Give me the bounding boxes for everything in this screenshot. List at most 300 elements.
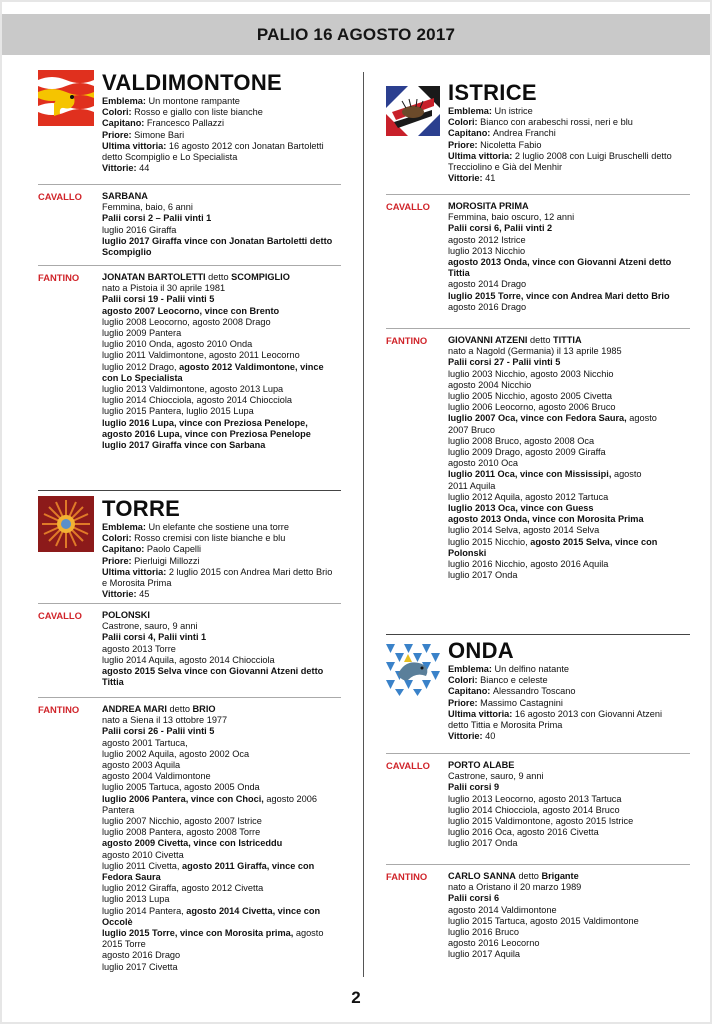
- text-run: luglio 2016 Nicchio, agosto 2016 Aquila: [448, 559, 609, 570]
- text-line: [102, 163, 324, 174]
- text-line: [102, 429, 324, 440]
- text-run: agosto 2016 Drago: [102, 950, 181, 961]
- text-run: detto Scompiglio e Lo Specialista: [102, 152, 238, 163]
- text-run: MOROSITA PRIMA: [448, 201, 529, 211]
- text-run: Massimo Castagnini: [480, 697, 563, 708]
- text-line: [102, 384, 324, 395]
- text-line: [448, 335, 657, 346]
- text-run: Tittia: [448, 268, 470, 279]
- valdimontone-flag-icon: [38, 70, 94, 126]
- text-run: Ultima vittoria:: [102, 140, 169, 151]
- text-run: luglio 2006 Pantera, vince con Choci,: [102, 793, 264, 804]
- text-line: [448, 905, 639, 916]
- text-run: 41: [485, 173, 496, 184]
- onda-fantino: [448, 871, 639, 961]
- text-run: luglio 2011 Valdimontone, agosto 2011 Leocorno: [102, 350, 300, 361]
- text-run: luglio 2010 Onda, agosto 2010 Onda: [102, 339, 253, 350]
- text-line: [448, 720, 662, 731]
- istrice-name: ISTRICE: [448, 80, 537, 105]
- torre-cavallo: [102, 610, 323, 688]
- text-line: [102, 872, 323, 883]
- text-run: agosto 2012 Valdimontone, vince: [179, 361, 324, 372]
- text-run: Vittorie:: [448, 731, 486, 742]
- page-title: PALIO 16 AGOSTO 2017: [256, 25, 456, 44]
- document-page: [2, 2, 710, 1022]
- text-run: luglio 2015 Torre, vince con Morosita prima,: [102, 928, 294, 939]
- text-line: [102, 130, 324, 141]
- text-run: 45: [139, 589, 150, 600]
- text-run: luglio 2017 Giraffa vince con Sarbana: [102, 440, 266, 451]
- text-line: [102, 610, 323, 621]
- text-run: agosto 2016 Lupa, vince con Preziosa Penelope: [102, 428, 311, 439]
- text-run: Castrone, sauro, 9 anni: [102, 621, 198, 632]
- text-line: [448, 369, 657, 380]
- text-line: [448, 212, 671, 223]
- text-run: luglio 2015 Valdimontone, agosto 2015 Istrice: [448, 816, 634, 827]
- text-line: [102, 362, 324, 373]
- text-line: [448, 447, 657, 458]
- text-run: luglio 2013 Oca, vince con Guess: [448, 503, 594, 514]
- text-line: [102, 522, 332, 533]
- valdimontone-name: VALDIMONTONE: [102, 70, 283, 95]
- valdimontone-info: [102, 72, 324, 174]
- text-line: [448, 140, 672, 151]
- text-line: [448, 871, 639, 882]
- text-line: [102, 827, 323, 838]
- text-run: luglio 2009 Pantera: [102, 328, 182, 339]
- text-run: luglio 2015 Torre, vince con Andrea Mari detto Brio: [448, 290, 670, 301]
- text-run: luglio 2005 Tartuca, agosto 2005 Onda: [102, 782, 260, 793]
- text-line: [448, 268, 671, 279]
- text-run: Palii corsi 26 - Palii vinti 5: [102, 726, 215, 737]
- contrada-separator: [386, 634, 690, 635]
- text-line: [102, 328, 324, 339]
- text-run: Andrea Franchi: [492, 128, 556, 139]
- text-run: Tittia: [102, 677, 124, 688]
- text-line: [448, 162, 672, 173]
- text-run: nato a Oristano il 20 marzo 1989: [448, 882, 582, 893]
- text-line: [102, 339, 324, 350]
- text-line: [102, 191, 332, 202]
- text-run: Emblema:: [102, 522, 149, 532]
- text-run: luglio 2014 Aquila, agosto 2014 Chiocciola: [102, 654, 275, 665]
- text-run: JONATAN BARTOLETTI: [102, 272, 206, 282]
- text-line: [448, 257, 671, 268]
- text-run: luglio 2007 Nicchio, agosto 2007 Istrice: [102, 816, 262, 827]
- text-line: [448, 106, 672, 117]
- divider: [386, 864, 690, 865]
- text-line: [448, 223, 671, 234]
- text-line: [448, 425, 657, 436]
- divider: [38, 697, 341, 698]
- text-run: luglio 2011 Civetta,: [102, 860, 183, 871]
- text-line: [448, 291, 671, 302]
- text-line: [448, 525, 657, 536]
- onda-cavallo: [448, 760, 633, 850]
- text-line: [102, 805, 323, 816]
- divider: [38, 184, 341, 185]
- text-run: TITTIA: [553, 335, 582, 345]
- text-run: Castrone, sauro, 9 anni: [448, 771, 544, 782]
- text-line: [102, 294, 324, 305]
- text-line: [448, 413, 657, 424]
- text-line: [102, 236, 332, 247]
- text-run: luglio 2014 Chiocciola, agosto 2014 Bruco: [448, 804, 620, 815]
- text-run: 2015 Torre: [102, 939, 146, 950]
- text-run: agosto 2014 Civetta, vince con: [186, 905, 321, 916]
- text-line: [448, 492, 657, 503]
- text-run: luglio 2017 Giraffa vince con Jonatan Bartoletti detto: [102, 235, 333, 246]
- text-run: Capitano:: [448, 128, 493, 139]
- text-line: [102, 567, 332, 578]
- text-run: Femmina, baio oscuro, 12 anni: [448, 212, 575, 223]
- text-run: luglio 2013 Valdimontone, agosto 2013 Lupa: [102, 384, 284, 395]
- text-run: Emblema:: [448, 664, 495, 674]
- text-line: [102, 644, 323, 655]
- text-line: [102, 704, 323, 715]
- text-run: agosto: [626, 413, 657, 424]
- istrice-fantino: [448, 335, 657, 581]
- text-run: Trecciolino e Già del Menhir: [448, 162, 563, 173]
- text-line: [448, 570, 657, 581]
- text-line: [102, 556, 332, 567]
- text-line: [102, 738, 323, 749]
- text-run: agosto 2013 Onda, vince con Morosita Prima: [448, 514, 644, 525]
- text-line: [102, 950, 323, 961]
- text-run: 2 luglio 2015 con Andrea Mari detto Brio: [168, 566, 333, 577]
- text-line: [448, 805, 633, 816]
- text-line: [102, 395, 324, 406]
- text-run: POLONSKI: [102, 610, 150, 620]
- text-run: agosto: [611, 469, 642, 480]
- valdimontone-cavallo: [102, 191, 332, 258]
- text-run: Palii corsi 4, Palii vinti 1: [102, 632, 207, 643]
- divider: [386, 194, 690, 195]
- text-line: [102, 152, 324, 163]
- text-run: Priore:: [102, 129, 135, 140]
- text-line: [102, 225, 332, 236]
- text-run: ANDREA MARI: [102, 704, 167, 714]
- text-run: nato a Pistoia il 30 aprile 1981: [102, 283, 226, 294]
- text-run: Ultima vittoria:: [448, 150, 515, 161]
- text-run: luglio 2002 Aquila, agosto 2002 Oca: [102, 748, 250, 759]
- text-line: [448, 246, 671, 257]
- text-run: Fedora Saura: [102, 872, 161, 883]
- torre-fantino: [102, 704, 323, 973]
- onda-fantino-label: FANTINO: [386, 871, 428, 882]
- text-run: luglio 2012 Giraffa, agosto 2012 Civetta: [102, 883, 264, 894]
- onda-name: ONDA: [448, 638, 514, 663]
- text-run: agosto 2009 Civetta, vince con Istriceddu: [102, 838, 283, 849]
- text-line: [102, 96, 324, 107]
- text-run: Priore:: [448, 139, 481, 150]
- text-line: [102, 883, 323, 894]
- istrice-info: [448, 82, 672, 184]
- text-line: [102, 544, 332, 555]
- text-line: [102, 418, 324, 429]
- istrice-cavallo: [448, 201, 671, 313]
- text-line: [102, 247, 332, 258]
- text-line: [448, 782, 633, 793]
- text-run: luglio 2014 Pantera,: [102, 905, 187, 916]
- text-run: Simone Bari: [134, 129, 185, 140]
- text-run: Vittorie:: [448, 173, 486, 184]
- text-line: [102, 917, 323, 928]
- torre-info: [102, 498, 332, 600]
- text-line: [448, 503, 657, 514]
- text-run: Un elefante che sostiene una torre: [148, 522, 289, 532]
- text-run: Vittorie:: [102, 163, 140, 174]
- text-line: [102, 202, 332, 213]
- text-line: [102, 440, 324, 451]
- text-line: [448, 731, 662, 742]
- valdimontone-fantino: [102, 272, 324, 451]
- text-run: luglio 2015 Nicchio,: [448, 536, 531, 547]
- onda-flag-icon: [386, 644, 440, 696]
- text-line: [448, 279, 671, 290]
- text-line: [102, 962, 323, 973]
- text-run: nato a Siena il 13 ottobre 1977: [102, 715, 228, 726]
- text-run: agosto 2010 Oca: [448, 458, 518, 469]
- text-run: detto: [167, 704, 193, 714]
- text-line: [448, 794, 633, 805]
- text-run: Alessandro Toscano: [492, 686, 576, 697]
- text-run: Scompiglio: [102, 247, 152, 258]
- text-run: Colori:: [102, 107, 135, 118]
- text-run: Un montone rampante: [148, 96, 240, 106]
- text-line: [448, 827, 633, 838]
- text-run: luglio 2017 Onda: [448, 838, 518, 849]
- onda-cavallo-label: CAVALLO: [386, 760, 430, 771]
- text-line: [448, 128, 672, 139]
- text-run: Palii corsi 19 - Palii vinti 5: [102, 294, 215, 305]
- text-run: luglio 2012 Aquila, agosto 2012 Tartuca: [448, 491, 609, 502]
- text-run: Nicoletta Fabio: [480, 139, 542, 150]
- page-number: 2: [351, 988, 361, 1007]
- text-run: Ultima vittoria:: [102, 566, 169, 577]
- text-line: [102, 533, 332, 544]
- text-run: Rosso cremisi con liste bianche e blu: [134, 533, 286, 544]
- text-run: luglio 2016 Giraffa: [102, 224, 177, 235]
- text-run: detto: [527, 335, 553, 345]
- text-line: [102, 317, 324, 328]
- text-run: luglio 2008 Bruco, agosto 2008 Oca: [448, 435, 595, 446]
- text-line: [102, 726, 323, 737]
- text-run: Rosso e giallo con liste bianche: [134, 107, 263, 118]
- text-run: Emblema:: [102, 96, 149, 106]
- text-run: e Morosita Prima: [102, 578, 172, 589]
- text-line: [448, 559, 657, 570]
- text-line: [102, 213, 332, 224]
- text-line: [102, 306, 324, 317]
- text-run: Capitano:: [448, 686, 493, 697]
- torre-name: TORRE: [102, 496, 181, 521]
- text-line: [448, 436, 657, 447]
- text-line: [102, 632, 323, 643]
- text-run: luglio 2007 Oca, vince con Fedora Saura,: [448, 413, 627, 424]
- text-line: [102, 141, 324, 152]
- text-line: [102, 373, 324, 384]
- text-run: luglio 2013 Nicchio: [448, 245, 526, 256]
- text-run: SARBANA: [102, 191, 148, 201]
- text-line: [102, 894, 323, 905]
- text-line: [448, 771, 633, 782]
- text-line: [448, 893, 639, 904]
- text-run: Colori:: [102, 533, 135, 544]
- text-run: CARLO SANNA: [448, 871, 516, 881]
- text-run: 2 luglio 2008 con Luigi Bruschelli detto: [514, 150, 672, 161]
- text-run: luglio 2008 Pantera, agosto 2008 Torre: [102, 827, 261, 838]
- text-line: [448, 927, 639, 938]
- text-run: Francesco Pallazzi: [146, 118, 225, 129]
- text-line: [102, 578, 332, 589]
- onda-info: [448, 640, 662, 742]
- text-run: luglio 2016 Lupa, vince con Preziosa Penelope,: [102, 417, 308, 428]
- divider: [386, 328, 690, 329]
- text-run: luglio 2008 Leocorno, agosto 2008 Drago: [102, 316, 271, 327]
- text-run: luglio 2009 Drago, agosto 2009 Giraffa: [448, 447, 606, 458]
- divider: [38, 603, 341, 604]
- text-run: Pierluigi Millozzi: [134, 555, 200, 566]
- text-run: Pantera: [102, 804, 135, 815]
- text-run: Priore:: [102, 555, 135, 566]
- text-run: agosto 2004 Valdimontone: [102, 771, 211, 782]
- text-run: detto: [515, 871, 542, 881]
- text-line: [102, 771, 323, 782]
- text-run: luglio 2013 Leocorno, agosto 2013 Tartuca: [448, 793, 622, 804]
- text-run: agosto 2013 Torre: [102, 643, 176, 654]
- text-line: [102, 677, 323, 688]
- contrada-separator: [38, 490, 341, 491]
- text-line: [102, 794, 323, 805]
- text-line: [448, 302, 671, 313]
- text-run: Bianco con arabeschi rossi, neri e blu: [480, 117, 633, 128]
- text-line: [448, 235, 671, 246]
- text-run: con Lo Specialista: [102, 372, 183, 383]
- text-line: [448, 173, 672, 184]
- text-line: [448, 938, 639, 949]
- text-line: [448, 816, 633, 827]
- valdimontone-cavallo-label: CAVALLO: [38, 191, 82, 202]
- text-line: [448, 698, 662, 709]
- text-line: [102, 406, 324, 417]
- text-run: agosto 2010 Civetta: [102, 849, 184, 860]
- text-run: 16 agosto 2013 con Giovanni Atzeni: [514, 708, 662, 719]
- text-line: [448, 391, 657, 402]
- text-line: [448, 675, 662, 686]
- text-line: [102, 816, 323, 827]
- text-run: agosto 2016 Leocorno: [448, 938, 540, 949]
- text-run: luglio 2016 Bruco: [448, 927, 519, 938]
- text-run: Brigante: [541, 871, 579, 881]
- text-run: Femmina, baio, 6 anni: [102, 202, 193, 213]
- torre-flag-icon: [38, 496, 94, 552]
- text-line: [102, 782, 323, 793]
- text-run: agosto 2016 Drago: [448, 301, 527, 312]
- text-run: Occolè: [102, 916, 133, 927]
- divider: [386, 753, 690, 754]
- text-run: detto Tittia e Morosita Prima: [448, 720, 563, 731]
- text-line: [102, 350, 324, 361]
- text-line: [448, 514, 657, 525]
- text-run: Bianco e celeste: [480, 675, 548, 686]
- text-line: [102, 906, 323, 917]
- text-run: Palii corsi 6: [448, 893, 500, 904]
- text-run: agosto 2015 Selva vince con Giovanni Atzeni detto: [102, 666, 324, 677]
- divider: [38, 265, 341, 266]
- text-run: luglio 2014 Chiocciola, agosto 2014 Chiocciola: [102, 395, 292, 406]
- text-line: [448, 117, 672, 128]
- column-divider: [363, 72, 364, 977]
- text-line: [102, 715, 323, 726]
- text-line: [448, 380, 657, 391]
- text-line: [102, 621, 323, 632]
- text-line: [102, 118, 324, 129]
- text-run: agosto 2013 Onda, vince con Giovanni Atzeni detto: [448, 257, 672, 268]
- text-line: [448, 709, 662, 720]
- text-run: luglio 2011 Oca, vince con Mississipi,: [448, 469, 612, 480]
- text-line: [448, 357, 657, 368]
- text-line: [448, 458, 657, 469]
- text-run: agosto 2012 Istrice: [448, 234, 526, 245]
- text-run: Paolo Capelli: [146, 544, 202, 555]
- text-run: GIOVANNI ATZENI: [448, 335, 528, 345]
- text-run: 2007 Bruco: [448, 424, 495, 435]
- text-line: [102, 666, 323, 677]
- text-line: [102, 107, 324, 118]
- text-run: Palii corsi 9: [448, 782, 500, 793]
- istrice-cavallo-label: CAVALLO: [386, 201, 430, 212]
- text-line: [102, 749, 323, 760]
- text-line: [448, 949, 639, 960]
- torre-cavallo-label: CAVALLO: [38, 610, 82, 621]
- text-run: nato a Nagold (Germania) il 13 aprile 1985: [448, 346, 622, 357]
- text-line: [448, 151, 672, 162]
- text-run: Colori:: [448, 117, 481, 128]
- text-run: detto: [205, 272, 232, 282]
- text-line: [102, 838, 323, 849]
- text-line: [448, 346, 657, 357]
- text-run: Vittorie:: [102, 589, 140, 600]
- text-run: agosto 2014 Valdimontone: [448, 904, 557, 915]
- text-run: Palii corsi 2 – Palii vinti 1: [102, 213, 212, 224]
- text-line: [102, 939, 323, 950]
- text-line: [102, 655, 323, 666]
- text-run: BRIO: [192, 704, 216, 714]
- text-run: Priore:: [448, 697, 481, 708]
- text-run: Palii corsi 6, Palii vinti 2: [448, 223, 553, 234]
- text-run: PORTO ALABE: [448, 760, 515, 770]
- text-run: luglio 2005 Nicchio, agosto 2005 Civetta: [448, 391, 612, 402]
- text-run: agosto 2014 Drago: [448, 279, 527, 290]
- text-run: luglio 2013 Lupa: [102, 894, 170, 905]
- text-line: [448, 537, 657, 548]
- text-run: 40: [485, 731, 496, 742]
- text-run: agosto 2001 Tartuca,: [102, 737, 188, 748]
- text-run: agosto: [293, 928, 324, 939]
- text-line: [102, 850, 323, 861]
- text-run: Capitano:: [102, 544, 147, 555]
- text-line: [102, 928, 323, 939]
- text-line: [448, 686, 662, 697]
- text-line: [448, 548, 657, 559]
- text-line: [448, 481, 657, 492]
- text-run: luglio 2014 Selva, agosto 2014 Selva: [448, 525, 600, 536]
- text-run: luglio 2006 Leocorno, agosto 2006 Bruco: [448, 402, 616, 413]
- text-line: [448, 402, 657, 413]
- text-run: 44: [139, 163, 150, 174]
- text-line: [102, 283, 324, 294]
